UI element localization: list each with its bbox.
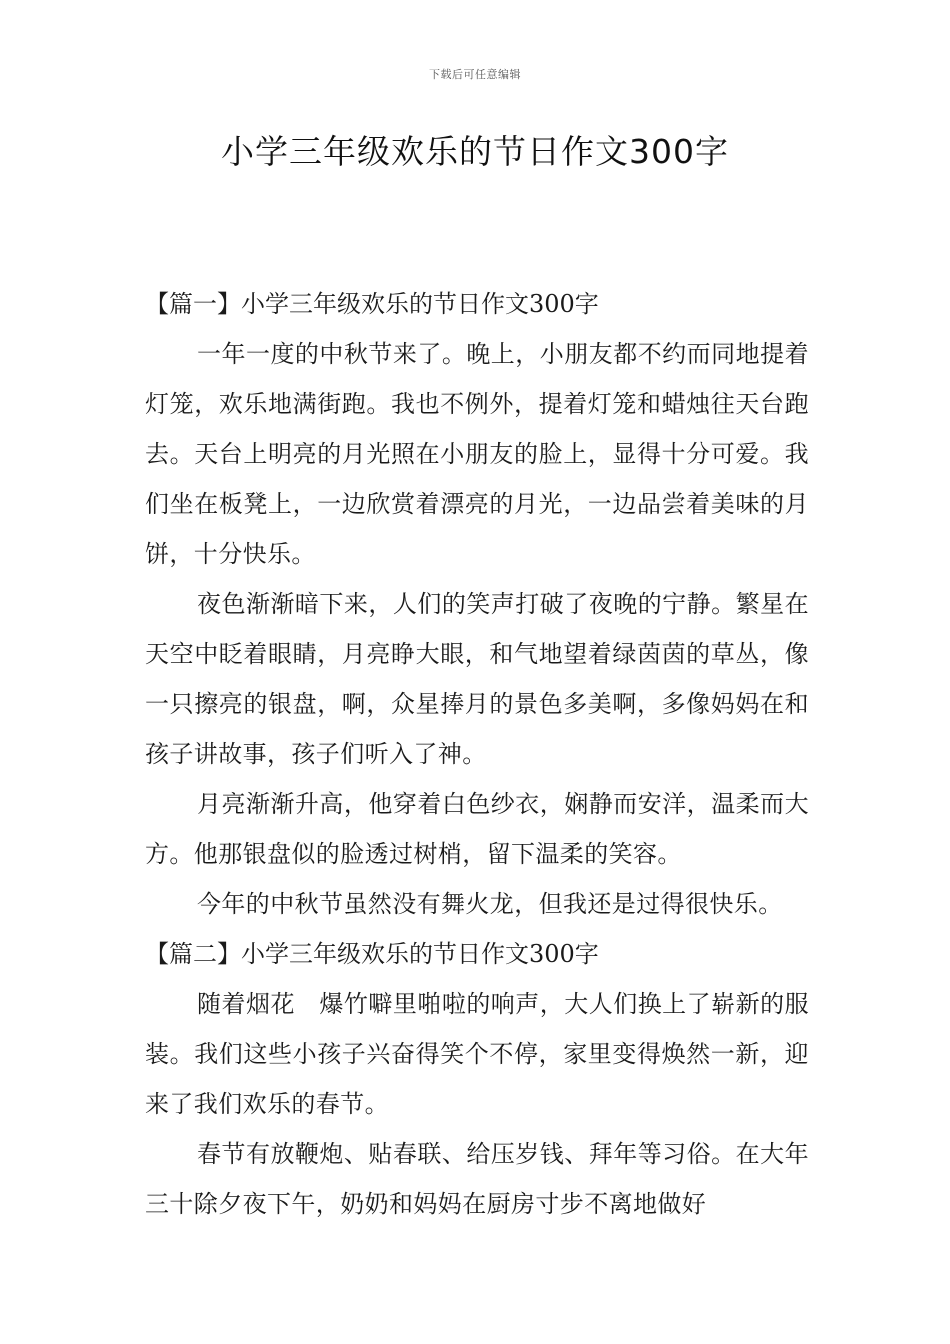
section-heading: 【篇一】小学三年级欢乐的节日作文300字 [145, 290, 599, 318]
section-one [145, 279, 809, 929]
paragraph: 月亮渐渐升高，他穿着白色纱衣，娴静而安洋，温柔而大方。他那银盘似的脸透过树梢，留下温柔的笑容。 [145, 790, 809, 868]
paragraph: 夜色渐渐暗下来，人们的笑声打破了夜晚的宁静。繁星在天空中眨着眼睛，月亮睁大眼，和气地望着绿茵茵的草丛，像一只擦亮的银盘，啊，众星捧月的景色多美啊，多像妈妈在和孩子讲故事，孩子们听入了神。 [145, 590, 809, 768]
paragraph: 随着烟花 爆竹噼里啪啦的响声，大人们换上了崭新的服装。我们这些小孩子兴奋得笑个不停，家里变得焕然一新，迎来了我们欢乐的春节。 [145, 990, 809, 1118]
section-two [145, 929, 809, 1229]
document-title: 小学三年级欢乐的节日作文300字 [221, 132, 729, 171]
document-body [145, 279, 809, 1229]
paragraph: 今年的中秋节虽然没有舞火龙，但我还是过得很快乐。 [197, 890, 783, 918]
paragraph: 春节有放鞭炮、贴春联、给压岁钱、拜年等习俗。在大年三十除夕夜下午，奶奶和妈妈在厨房寸步不离地做好 [145, 1140, 809, 1218]
section-heading: 【篇二】小学三年级欢乐的节日作文300字 [145, 940, 599, 968]
paragraph: 一年一度的中秋节来了。晚上，小朋友都不约而同地提着灯笼，欢乐地满街跑。我也不例外，提着灯笼和蜡烛往天台跑去。天台上明亮的月光照在小朋友的脸上，显得十分可爱。我们坐在板凳上，一边欣赏着漂亮的月光，一边品尝着美味的月饼，十分快乐。 [145, 340, 809, 568]
header-note: 下载后可任意编辑 [429, 68, 521, 81]
